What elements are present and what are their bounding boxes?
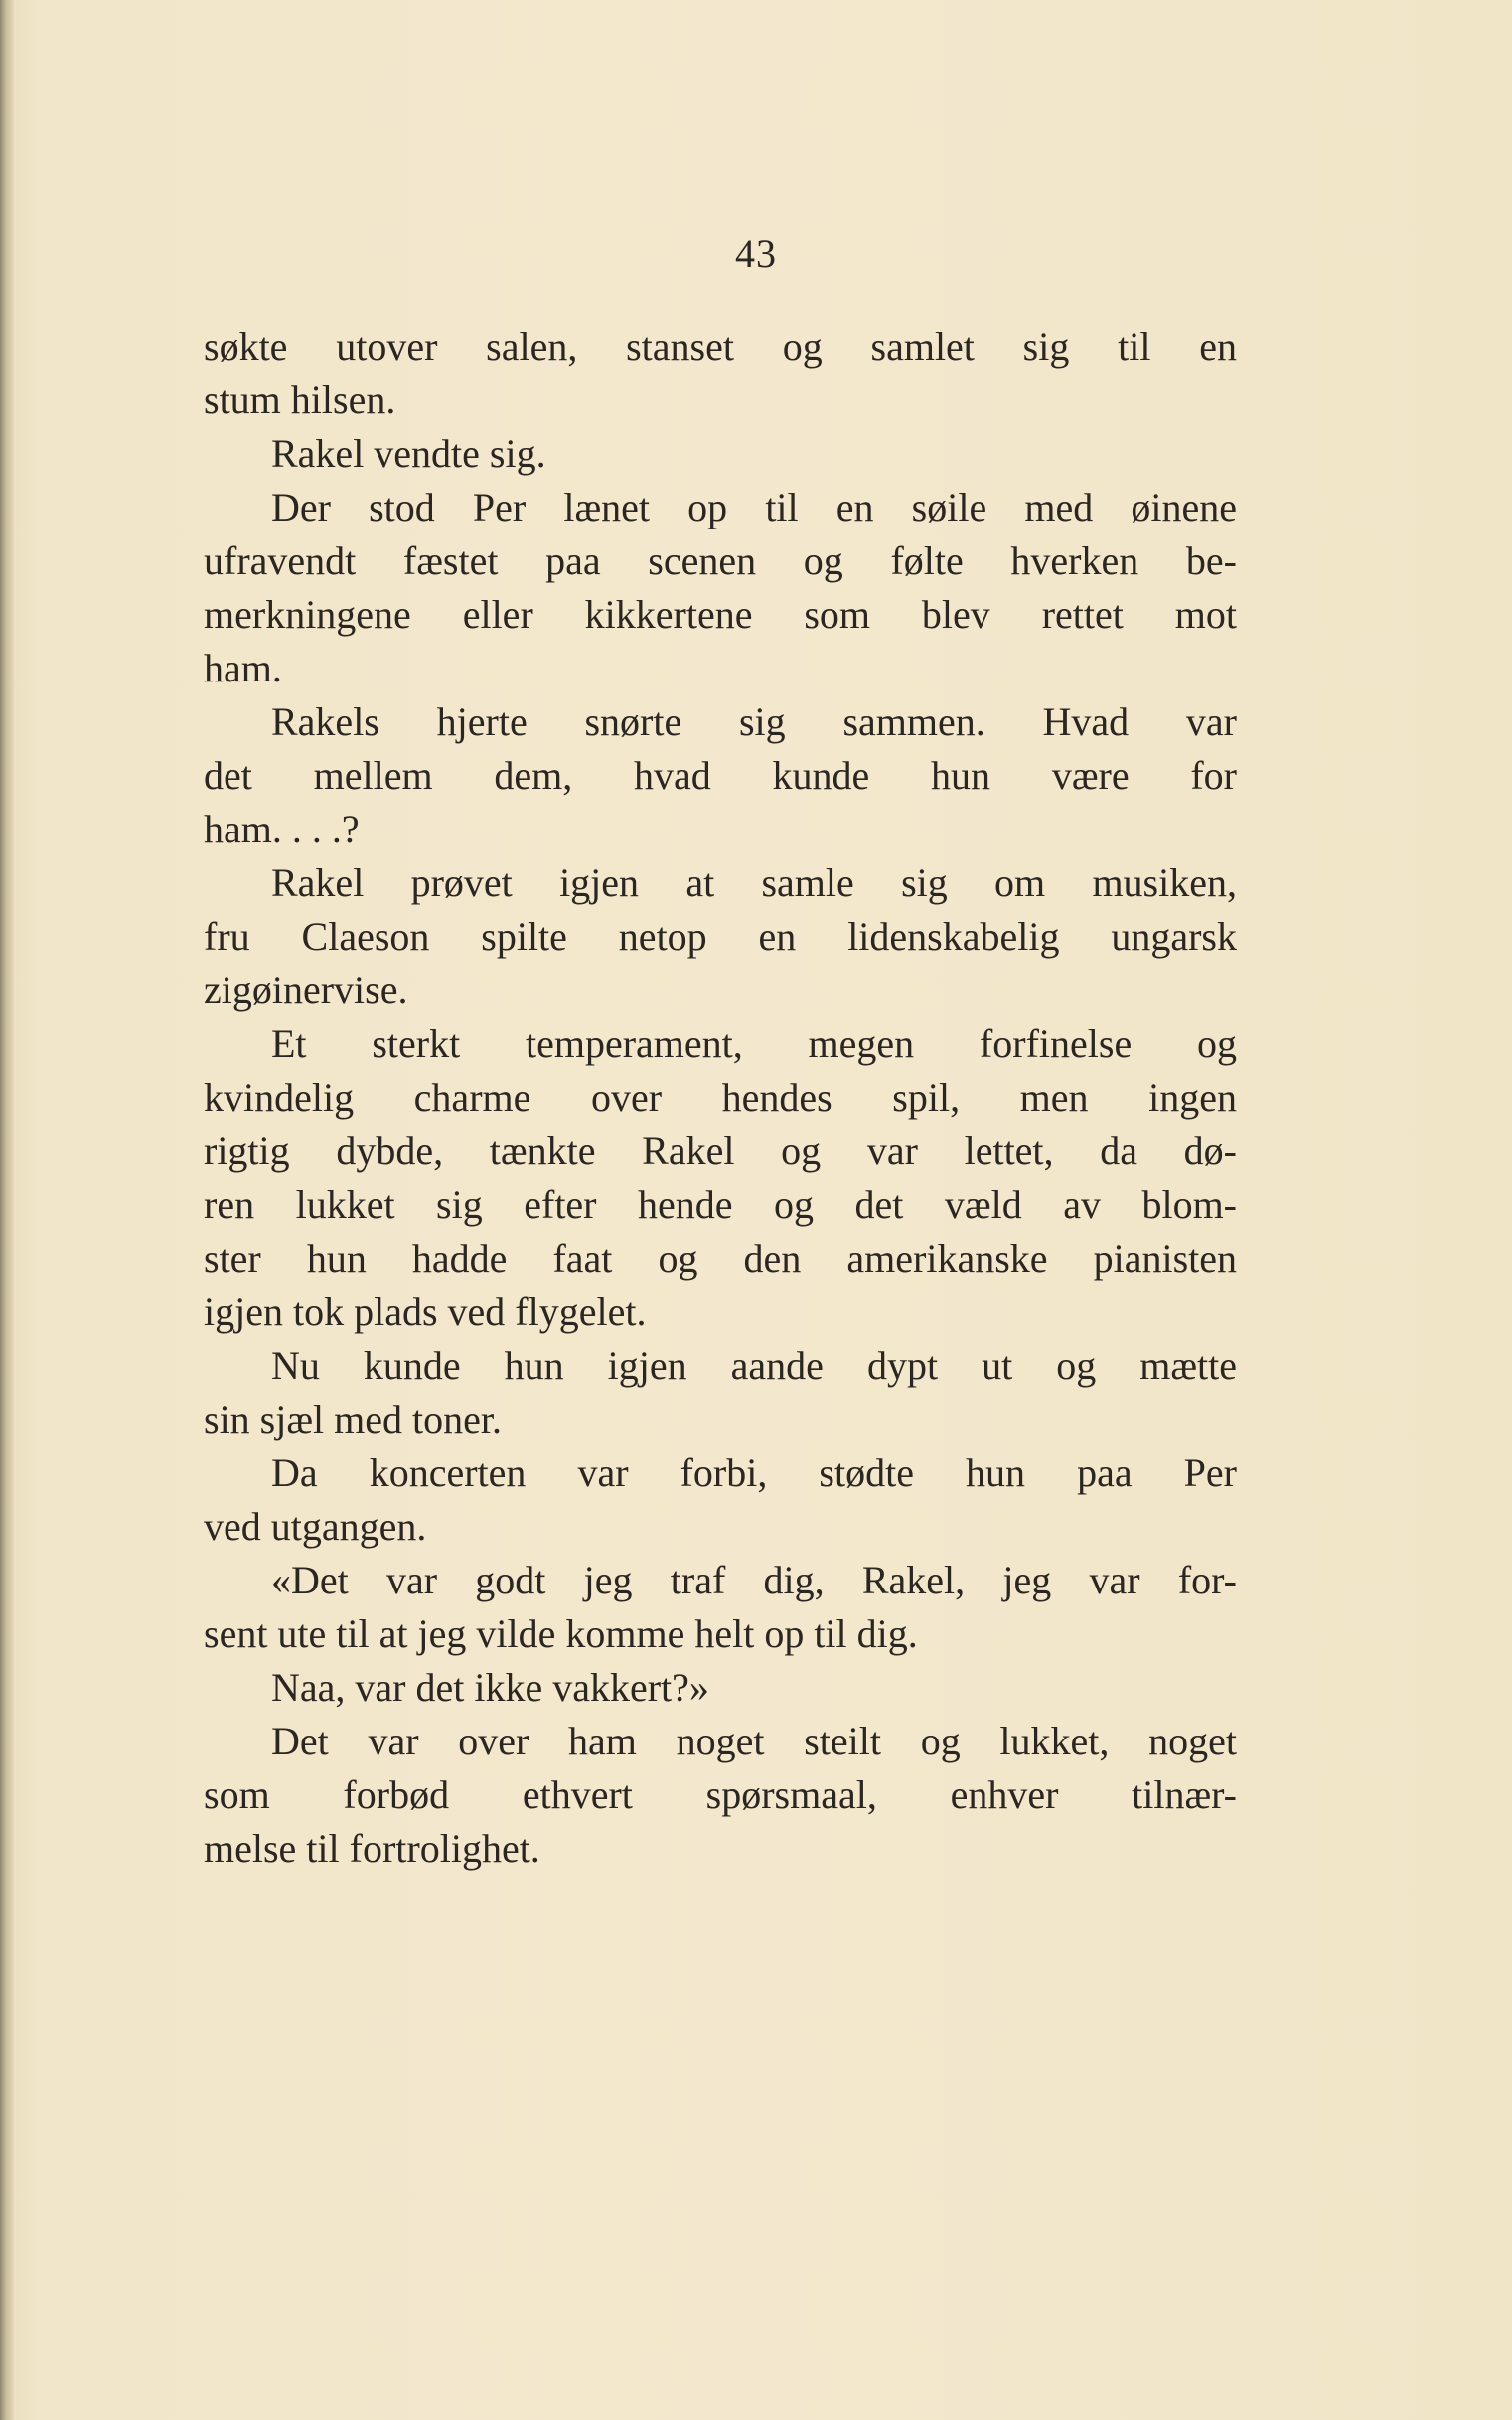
text-line: «Det var godt jeg traf dig, Rakel, jeg var for- — [271, 1558, 1237, 1602]
text-line: Nu kunde hun igjen aande dypt ut og mætte — [271, 1343, 1237, 1388]
text-line: zigøinervise. — [204, 968, 408, 1012]
text-line: Da koncerten var forbi, stødte hun paa Per — [271, 1450, 1237, 1495]
text-line: Der stod Per lænet op til en søile med øinene — [271, 485, 1237, 529]
page-spine-edge — [0, 0, 14, 2420]
text-line: sin sjæl med toner. — [204, 1397, 502, 1441]
text-line: Rakel vendte sig. — [271, 431, 546, 476]
text-line: søkte utover salen, stanset og samlet sig til en — [204, 324, 1237, 369]
text-line: ufravendt fæstet paa scenen og følte hverken be- — [204, 538, 1237, 583]
text-line: melse til fortrolighet. — [204, 1826, 540, 1871]
text-line: ham. — [204, 646, 282, 690]
text-line: ved utgangen. — [204, 1504, 427, 1549]
text-line: ham. . . .? — [204, 807, 360, 851]
text-line: sent ute til at jeg vilde komme helt op til dig. — [204, 1611, 918, 1656]
text-line: Rakel prøvet igjen at samle sig om musiken, — [271, 860, 1237, 905]
text-line: det mellem dem, hvad kunde hun være for — [204, 753, 1237, 798]
text-line: Rakels hjerte snørte sig sammen. Hvad var — [271, 699, 1237, 744]
text-line: Det var over ham noget steilt og lukket, noget — [271, 1719, 1237, 1763]
text-line: som forbød ethvert spørsmaal, enhver tilnær- — [204, 1772, 1237, 1817]
text-line: Naa, var det ikke vakkert?» — [271, 1665, 709, 1710]
text-line: igjen tok plads ved flygelet. — [204, 1289, 647, 1334]
text-line: stum hilsen. — [204, 378, 396, 422]
text-line: Et sterkt temperament, megen forfinelse og — [271, 1021, 1237, 1066]
text-line: ster hun hadde faat og den amerikanske pianisten — [204, 1236, 1237, 1281]
page-number: 43 — [735, 231, 777, 276]
body-text — [204, 320, 1237, 1876]
text-line: rigtig dybde, tænkte Rakel og var lettet, da dø- — [204, 1129, 1237, 1173]
text-line: merkningene eller kikkertene som blev rettet mot — [204, 592, 1237, 637]
text-line: kvindelig charme over hendes spil, men ingen — [204, 1075, 1237, 1120]
text-line: fru Claeson spilte netop en lidenskabelig ungarsk — [204, 914, 1237, 959]
text-line: ren lukket sig efter hende og det væld av blom- — [204, 1182, 1237, 1227]
